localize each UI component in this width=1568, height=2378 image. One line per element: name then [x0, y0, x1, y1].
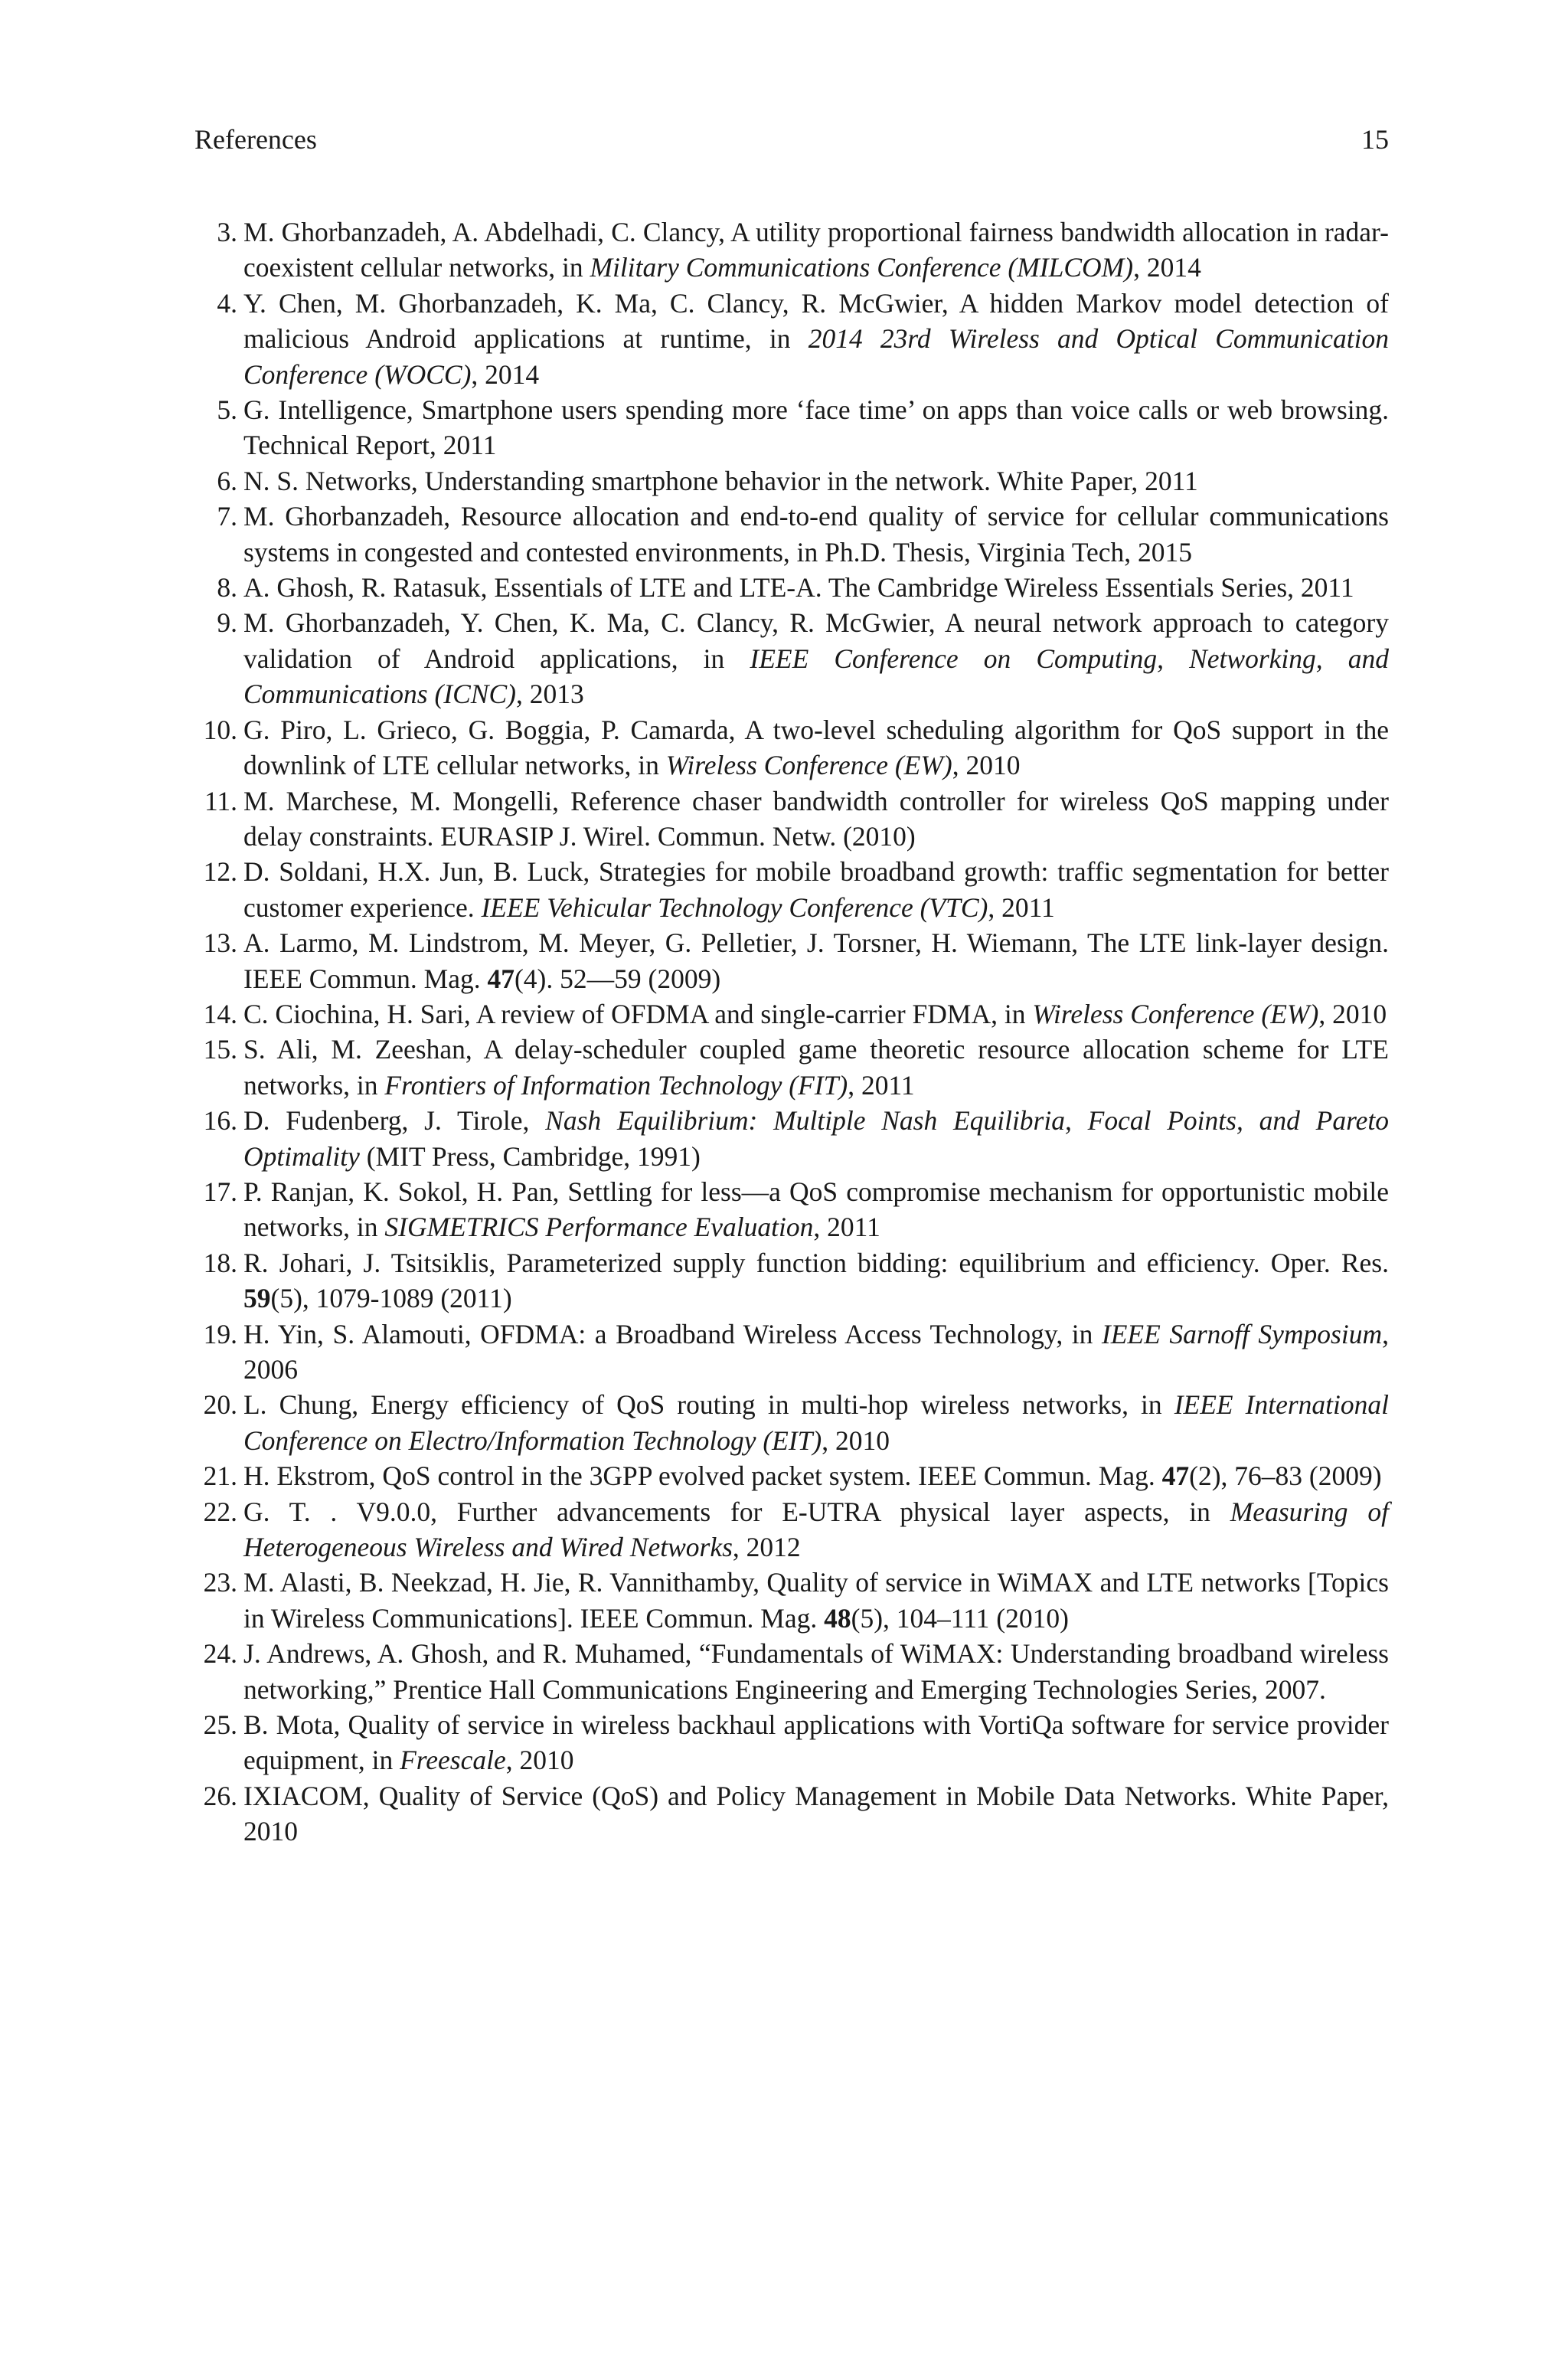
reference-volume-bold: 59	[243, 1283, 271, 1314]
reference-segment: B. Mota, Quality of service in wireless backhaul applications with VortiQa software for service provider equipment, in	[243, 1709, 1389, 1776]
reference-text	[243, 288, 1389, 390]
page-number: 15	[1361, 124, 1389, 155]
page	[194, 123, 1389, 1850]
reference-title-italic: IEEE Sarnoff Symposium	[1101, 1318, 1383, 1349]
reference-segment: L. Chung, Energy efficiency of QoS routing in multi-hop wireless networks, in	[243, 1389, 1174, 1421]
reference-number: 9.	[217, 607, 237, 639]
reference-segment: , 2010	[952, 750, 1021, 781]
reference-item	[194, 499, 1389, 570]
reference-segment: M. Ghorbanzadeh, A. Abdelhadi, C. Clancy, A utility proportional fairness bandwidth allocation in radar-coexistent cellular networks, in	[243, 217, 1389, 283]
reference-number: 25.	[203, 1709, 237, 1741]
reference-segment: M. Ghorbanzadeh, Resource allocation and end-to-end quality of service for cellular communications systems in congested and contested environments, in Ph.D. Thesis, Virginia Tech, 2015	[243, 501, 1389, 568]
reference-text	[243, 1319, 1389, 1385]
reference-title-italic: IEEE Conference on Computing, Networking, and Communications (ICNC)	[243, 643, 1389, 710]
reference-text	[243, 1496, 1389, 1562]
reference-segment: (5), 1079-1089 (2011)	[270, 1283, 512, 1314]
reference-title-italic: SIGMETRICS Performance Evaluation	[384, 1212, 814, 1243]
reference-segment: IXIACOM, Quality of Service (QoS) and Policy Management in Mobile Data Networks. White Paper, 2010	[243, 1780, 1389, 1847]
reference-text	[243, 1460, 1382, 1491]
reference-segment: G. T. . V9.0.0, Further advancements for E-UTRA physical layer aspects, in	[243, 1496, 1230, 1527]
reference-title-italic: Nash Equilibrium: Multiple Nash Equilibria, Focal Points, and Pareto Optimality	[243, 1105, 1389, 1172]
reference-segment: , 2006	[243, 1318, 1389, 1385]
reference-item	[194, 286, 1389, 392]
reference-title-italic: 2014 23rd Wireless and Optical Communication Conference (WOCC)	[243, 323, 1389, 390]
reference-number: 12.	[203, 856, 237, 888]
reference-number: 6.	[217, 465, 237, 496]
reference-number: 15.	[203, 1034, 237, 1065]
reference-title-italic: Frontiers of Information Technology (FIT)	[384, 1069, 848, 1101]
reference-number: 18.	[203, 1247, 237, 1278]
reference-text	[243, 1638, 1389, 1704]
reference-segment: H. Yin, S. Alamouti, OFDMA: a Broadband Wireless Access Technology, in	[243, 1318, 1102, 1349]
reference-number: 14.	[203, 998, 237, 1029]
reference-text	[243, 1567, 1389, 1633]
reference-text	[243, 999, 1387, 1029]
reference-segment: (5), 104–111 (2010)	[851, 1602, 1069, 1634]
reference-number: 5.	[217, 394, 237, 426]
reference-segment: N. S. Networks, Understanding smartphone behavior in the network. White Paper, 2011	[243, 465, 1198, 496]
reference-item	[194, 605, 1389, 711]
reference-number: 11.	[204, 785, 237, 816]
reference-segment: D. Soldani, H.X. Jun, B. Luck, Strategies for mobile broadband growth: traffic segmentation for better customer experience.	[243, 856, 1389, 923]
reference-item	[194, 1317, 1389, 1388]
reference-item	[194, 570, 1389, 605]
reference-text	[243, 927, 1389, 993]
reference-item	[194, 1103, 1389, 1174]
reference-segment: M. Marchese, M. Mongelli, Reference chaser bandwidth controller for wireless QoS mapping under delay constraints. EURASIP J. Wirel. Commun. Netw. (2010)	[243, 785, 1389, 852]
reference-item	[194, 214, 1389, 286]
reference-text	[243, 501, 1389, 567]
reference-list	[194, 214, 1389, 1850]
reference-segment: , 2014	[471, 358, 540, 390]
reference-segment: A. Larmo, M. Lindstrom, M. Meyer, G. Pelletier, J. Torsner, H. Wiemann, The LTE link-layer design. IEEE Commun. Mag.	[243, 927, 1389, 994]
reference-item	[194, 1245, 1389, 1317]
reference-number: 26.	[203, 1780, 237, 1811]
reference-text	[243, 1176, 1389, 1242]
reference-segment: H. Ekstrom, QoS control in the 3GPP evolved packet system. IEEE Commun. Mag.	[243, 1460, 1162, 1492]
reference-item	[194, 1387, 1389, 1458]
reference-volume-bold: 47	[1161, 1460, 1190, 1492]
reference-title-italic: Wireless Conference (EW)	[665, 750, 952, 781]
reference-segment: A. Ghosh, R. Ratasuk, Essentials of LTE and LTE-A. The Cambridge Wireless Essentials Series, 2011	[243, 572, 1354, 603]
reference-title-italic: IEEE Vehicular Technology Conference (VTC)	[481, 891, 988, 923]
reference-title-italic: IEEE International Conference on Electro/Information Technology (EIT)	[243, 1389, 1389, 1456]
reference-segment: Y. Chen, M. Ghorbanzadeh, K. Ma, C. Clancy, R. McGwier, A hidden Markov model detection of malicious Android applications at runtime, in	[243, 287, 1389, 355]
reference-number: 24.	[203, 1638, 237, 1670]
reference-segment: , 2014	[1133, 252, 1201, 283]
reference-item	[194, 1636, 1389, 1707]
reference-text	[243, 607, 1389, 709]
reference-item	[194, 1032, 1389, 1103]
reference-number: 7.	[217, 501, 237, 532]
reference-segment: D. Fudenberg, J. Tirole,	[243, 1105, 546, 1137]
reference-item	[194, 1565, 1389, 1636]
reference-item	[194, 925, 1389, 996]
reference-number: 17.	[203, 1176, 237, 1207]
reference-number: 20.	[203, 1389, 237, 1421]
reference-segment: M. Alasti, B. Neekzad, H. Jie, R. Vannithamby, Quality of service in WiMAX and LTE networks [Topics in Wireless Communications]. IEEE Commun. Mag.	[243, 1567, 1389, 1634]
reference-title-italic: Freescale	[400, 1745, 506, 1776]
reference-item	[194, 392, 1389, 463]
reference-segment: , 2011	[848, 1069, 915, 1101]
reference-number: 8.	[217, 572, 237, 603]
reference-title-italic: Military Communications Conference (MILCOM)	[590, 252, 1134, 283]
reference-text	[243, 1105, 1389, 1171]
reference-volume-bold: 48	[824, 1602, 851, 1634]
reference-title-italic: Wireless Conference (EW)	[1032, 998, 1319, 1029]
reference-item	[194, 996, 1389, 1032]
reference-text	[243, 786, 1389, 852]
reference-text	[243, 856, 1389, 922]
reference-segment: , 2011	[988, 891, 1055, 923]
reference-segment: , 2013	[516, 679, 584, 710]
reference-text	[243, 1781, 1389, 1846]
reference-title-italic: Measuring of Heterogeneous Wireless and Wired Networks	[243, 1496, 1389, 1563]
reference-item	[194, 1174, 1389, 1245]
reference-item	[194, 1778, 1389, 1850]
reference-number: 16.	[203, 1105, 237, 1137]
reference-item	[194, 1707, 1389, 1778]
reference-text	[243, 217, 1389, 283]
reference-segment: S. Ali, M. Zeeshan, A delay-scheduler coupled game theoretic resource allocation scheme for LTE networks, in	[243, 1034, 1389, 1101]
reference-number: 21.	[203, 1460, 237, 1492]
reference-segment: , 2010	[822, 1425, 890, 1456]
running-head-section: References	[194, 124, 317, 155]
reference-segment: G. Piro, L. Grieco, G. Boggia, P. Camarda, A two-level scheduling algorithm for QoS support in the downlink of LTE cellular networks, in	[243, 714, 1389, 781]
reference-number: 10.	[203, 714, 237, 745]
reference-segment: P. Ranjan, K. Sokol, H. Pan, Settling for less—a QoS compromise mechanism for opportunistic mobile networks, in	[243, 1176, 1389, 1243]
reference-item	[194, 712, 1389, 783]
reference-text	[243, 1389, 1389, 1455]
reference-item	[194, 1494, 1389, 1565]
reference-number: 3.	[217, 217, 237, 247]
reference-text	[243, 466, 1198, 496]
reference-segment: (4). 52—59 (2009)	[514, 963, 721, 994]
reference-segment: (MIT Press, Cambridge, 1991)	[359, 1140, 701, 1172]
reference-segment: C. Ciochina, H. Sari, A review of OFDMA and single-carrier FDMA, in	[243, 998, 1033, 1029]
reference-number: 4.	[217, 287, 237, 319]
reference-segment: (2), 76–83 (2009)	[1189, 1460, 1382, 1492]
reference-text	[243, 715, 1389, 780]
reference-number: 13.	[203, 927, 237, 959]
reference-segment: G. Intelligence, Smartphone users spending more ‘face time’ on apps than voice calls or web browsing. Technical Report, 2011	[243, 394, 1389, 461]
reference-number: 23.	[203, 1567, 237, 1598]
reference-segment: , 2012	[732, 1532, 801, 1563]
reference-text	[243, 1248, 1389, 1313]
reference-item	[194, 1458, 1389, 1493]
reference-number: 19.	[203, 1318, 237, 1349]
reference-item	[194, 854, 1389, 925]
running-head	[194, 123, 1389, 156]
reference-text	[243, 394, 1389, 460]
reference-item	[194, 783, 1389, 855]
reference-text	[243, 1709, 1389, 1775]
reference-segment: J. Andrews, A. Ghosh, and R. Muhamed, “Fundamentals of WiMAX: Understanding broadband wireless networking,” Prentice Hall Communications Engineering and Emerging Technologies Series, 2007.	[243, 1638, 1389, 1705]
reference-text	[243, 1034, 1389, 1100]
reference-segment: , 2011	[813, 1212, 880, 1243]
reference-segment: R. Johari, J. Tsitsiklis, Parameterized supply function bidding: equilibrium and efficiency. Oper. Res.	[243, 1247, 1389, 1278]
reference-volume-bold: 47	[487, 963, 514, 994]
reference-segment: , 2010	[505, 1745, 574, 1776]
reference-segment: , 2010	[1318, 998, 1387, 1029]
reference-item	[194, 463, 1389, 499]
reference-segment: M. Ghorbanzadeh, Y. Chen, K. Ma, C. Clancy, R. McGwier, A neural network approach to category validation of Android applications, in	[243, 607, 1389, 674]
reference-text	[243, 572, 1354, 603]
reference-number: 22.	[203, 1496, 237, 1527]
